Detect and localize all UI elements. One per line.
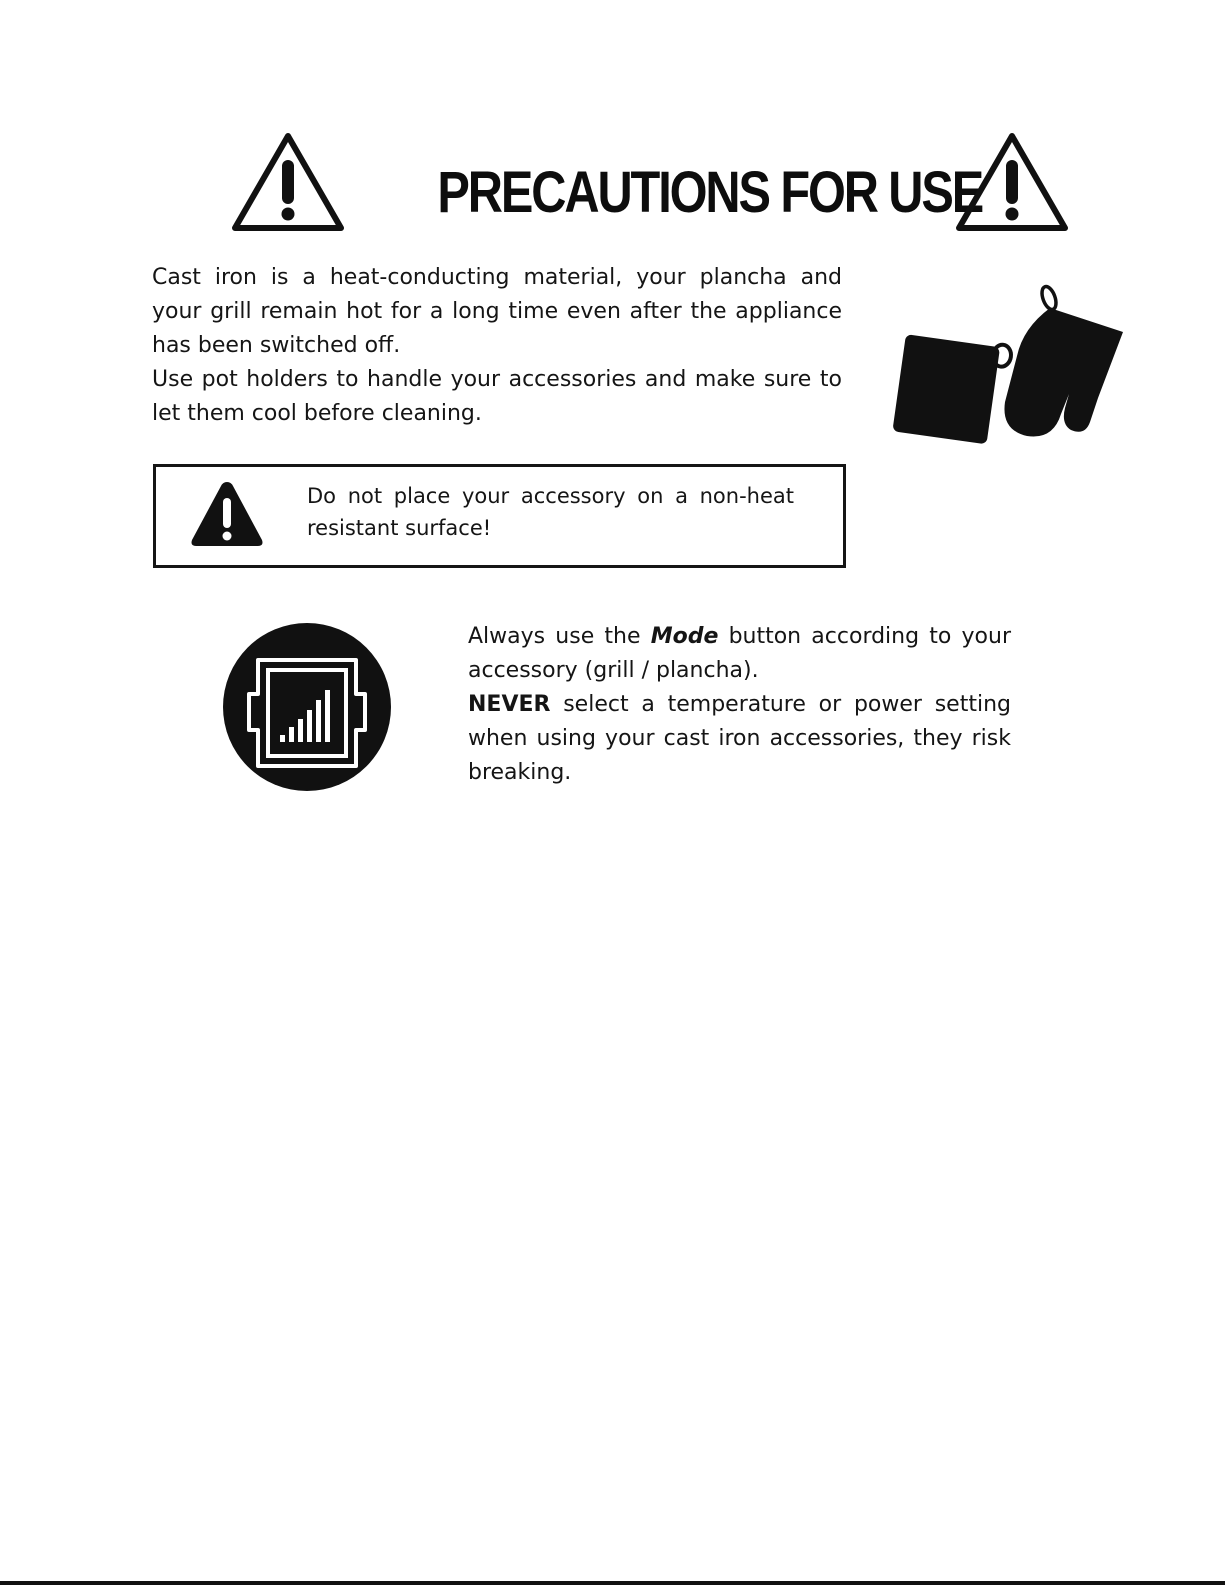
mode-instructions-text [468, 620, 1011, 790]
mode-line1-suffix: button according to your accessory (grill / plancha). [468, 624, 1011, 683]
mode-line1-prefix: Always use the [468, 624, 651, 649]
page-bottom-border [0, 1581, 1225, 1585]
page-title: PRECAUTIONS FOR USE [437, 160, 983, 225]
heat-paragraph-1: Cast iron is a heat-conducting material, your plancha and your grill remain hot for a long time even after the appliance has been switched off. [152, 265, 842, 358]
never-word: NEVER [468, 692, 551, 717]
mode-line2-suffix: select a temperature or power setting when using your cast iron accessories, they risk breaking. [468, 692, 1011, 785]
pot-holder-and-oven-mitt-icon [885, 280, 1130, 455]
mode-word: Mode [650, 624, 719, 649]
mode-paragraph-2 [468, 688, 1011, 790]
warning-triangle-filled-icon [189, 478, 265, 550]
notice-paragraph: Do not place your accessory on a non-heat resistant surface! [307, 484, 794, 540]
mode-button-icon [222, 622, 392, 792]
heat-paragraph-2: Use pot holders to handle your accessories and make sure to let them cool before cleaning. [152, 367, 842, 426]
warning-triangle-left-icon [229, 128, 347, 234]
notice-text [307, 480, 794, 544]
warning-triangle-right-icon [953, 128, 1071, 234]
heat-warning-text [152, 261, 842, 431]
mode-paragraph-1 [468, 620, 1011, 688]
